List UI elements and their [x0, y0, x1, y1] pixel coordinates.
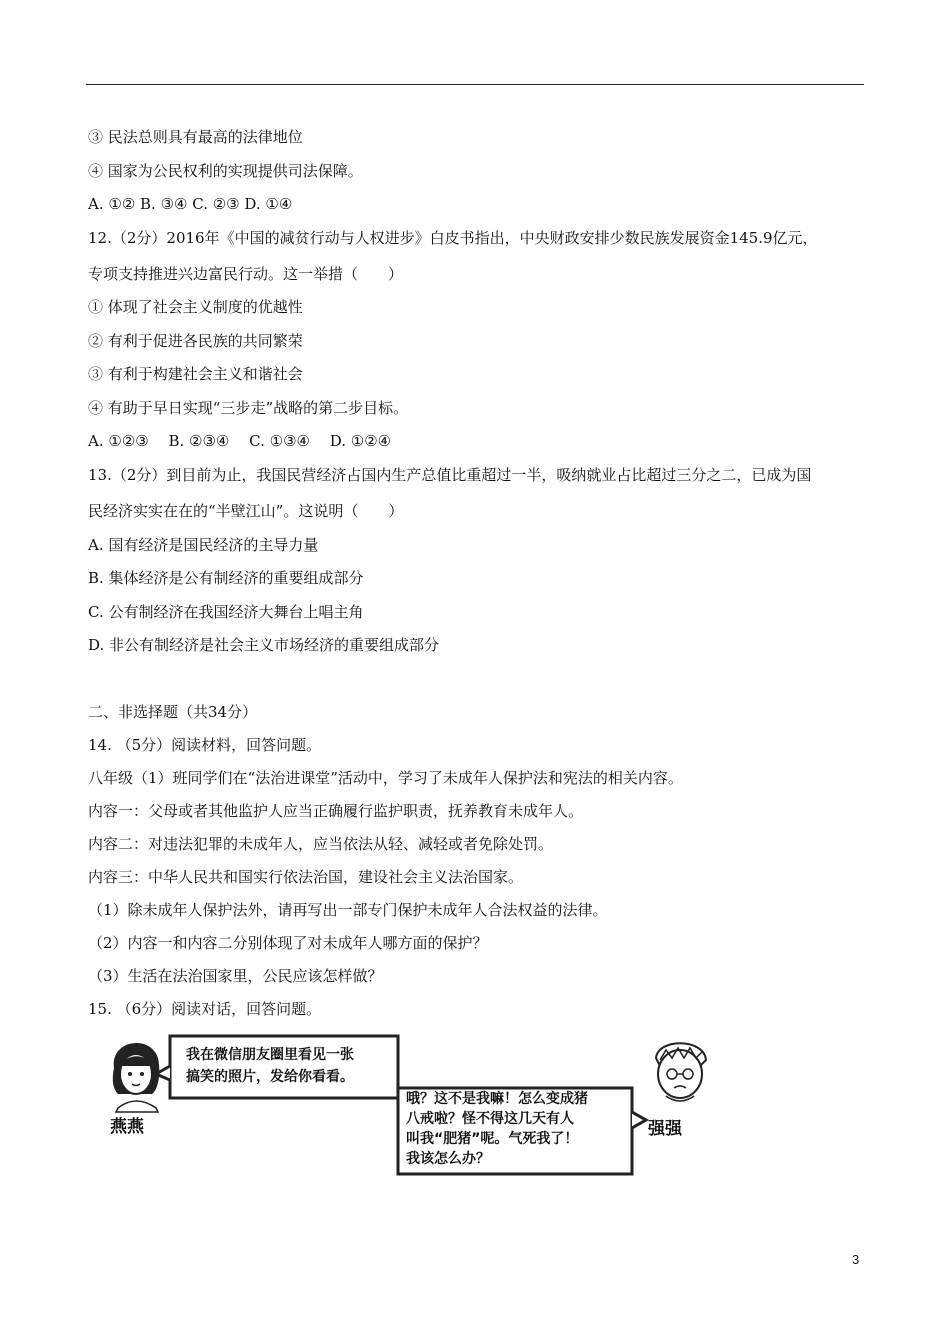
material-intro: 八年级（1）班同学们在“法治进课堂”活动中，学习了未成年人保护法和宪法的相关内容。 [88, 769, 683, 787]
right-character-name: 强强 [648, 1119, 682, 1139]
page-number: 3 [852, 1252, 860, 1267]
right-bubble-line: 叫我“肥猪”呢。气死我了！ [406, 1131, 579, 1147]
material-content-3: 内容三：中华人民共和国实行依法治国，建设社会主义法治国家。 [88, 868, 524, 886]
sub-question-1: （1）除未成年人保护法外，请再写出一部专门保护未成年人合法权益的法律。 [88, 901, 608, 919]
sub-question-2: （2）内容一和内容二分别体现了对未成年人哪方面的保护？ [88, 934, 488, 952]
right-bubble-line: 哦？这不是我嘛！怎么变成猪 [406, 1091, 588, 1107]
sub-question-3: （3）生活在法治国家里，公民应该怎样做？ [88, 967, 383, 985]
section-heading: 二、非选择题（共34分） [88, 703, 258, 721]
option-line: ② 有利于促进各民族的共同繁荣 [88, 332, 303, 350]
right-bubble-line: 我该怎么办？ [406, 1151, 490, 1167]
material-content-1: 内容一：父母或者其他监护人应当正确履行监护职责，抚养教育未成年人。 [88, 802, 584, 820]
left-bubble-line: 搞笑的照片，发给你看看。 [186, 1069, 354, 1085]
option-line: ④ 有助于早日实现“三步走”战略的第二步目标。 [88, 399, 409, 417]
comic-dialogue [100, 1030, 720, 1180]
left-character-name: 燕燕 [110, 1117, 144, 1137]
question-15-stem: 15. （6分）阅读对话，回答问题。 [88, 1000, 322, 1018]
girl-face-icon [113, 1043, 160, 1112]
choice-b: B. 集体经济是公有制经济的重要组成部分 [88, 569, 364, 587]
question-13-stem: 13.（2分）到目前为止，我国民营经济占国内生产总值比重超过一半，吸纳就业占比超过三分之二，已成为国 [88, 466, 812, 484]
right-bubble-line: 八戒啦？怪不得这几天有人 [406, 1111, 574, 1127]
question-12-stem: 12.（2分）2016年《中国的减贫行动与人权进步》白皮书指出，中央财政安排少数民族发展资金145.9亿元， [88, 229, 818, 247]
choice-d: D. 非公有制经济是社会主义市场经济的重要组成部分 [88, 636, 440, 654]
option-line: ① 体现了社会主义制度的优越性 [88, 298, 303, 316]
option-line: ④ 国家为公民权利的实现提供司法保障。 [88, 162, 363, 180]
left-bubble-line: 我在微信朋友圈里看见一张 [186, 1047, 354, 1063]
boy-face-icon [656, 1043, 706, 1101]
option-line: ③ 民法总则具有最高的法律地位 [88, 128, 303, 146]
header-rule [86, 84, 864, 85]
choice-c: C. 公有制经济在我国经济大舞台上唱主角 [88, 603, 364, 621]
choice-a: A. 国有经济是国民经济的主导力量 [88, 536, 319, 554]
answer-choices: A. ①②③ B. ②③④ C. ①③④ D. ①②④ [88, 432, 392, 450]
answer-choices: A. ①② B. ③④ C. ②③ D. ①④ [88, 195, 293, 213]
question-13-stem-cont: 民经济实实在在的“半壁江山”。这说明（ ） [88, 502, 404, 520]
question-14-stem: 14. （5分）阅读材料，回答问题。 [88, 736, 322, 754]
option-line: ③ 有利于构建社会主义和谐社会 [88, 365, 303, 383]
question-12-stem-cont: 专项支持推进兴边富民行动。这一举措（ ） [88, 265, 404, 283]
material-content-2: 内容二：对违法犯罪的未成年人，应当依法从轻、减轻或者免除处罚。 [88, 835, 554, 853]
